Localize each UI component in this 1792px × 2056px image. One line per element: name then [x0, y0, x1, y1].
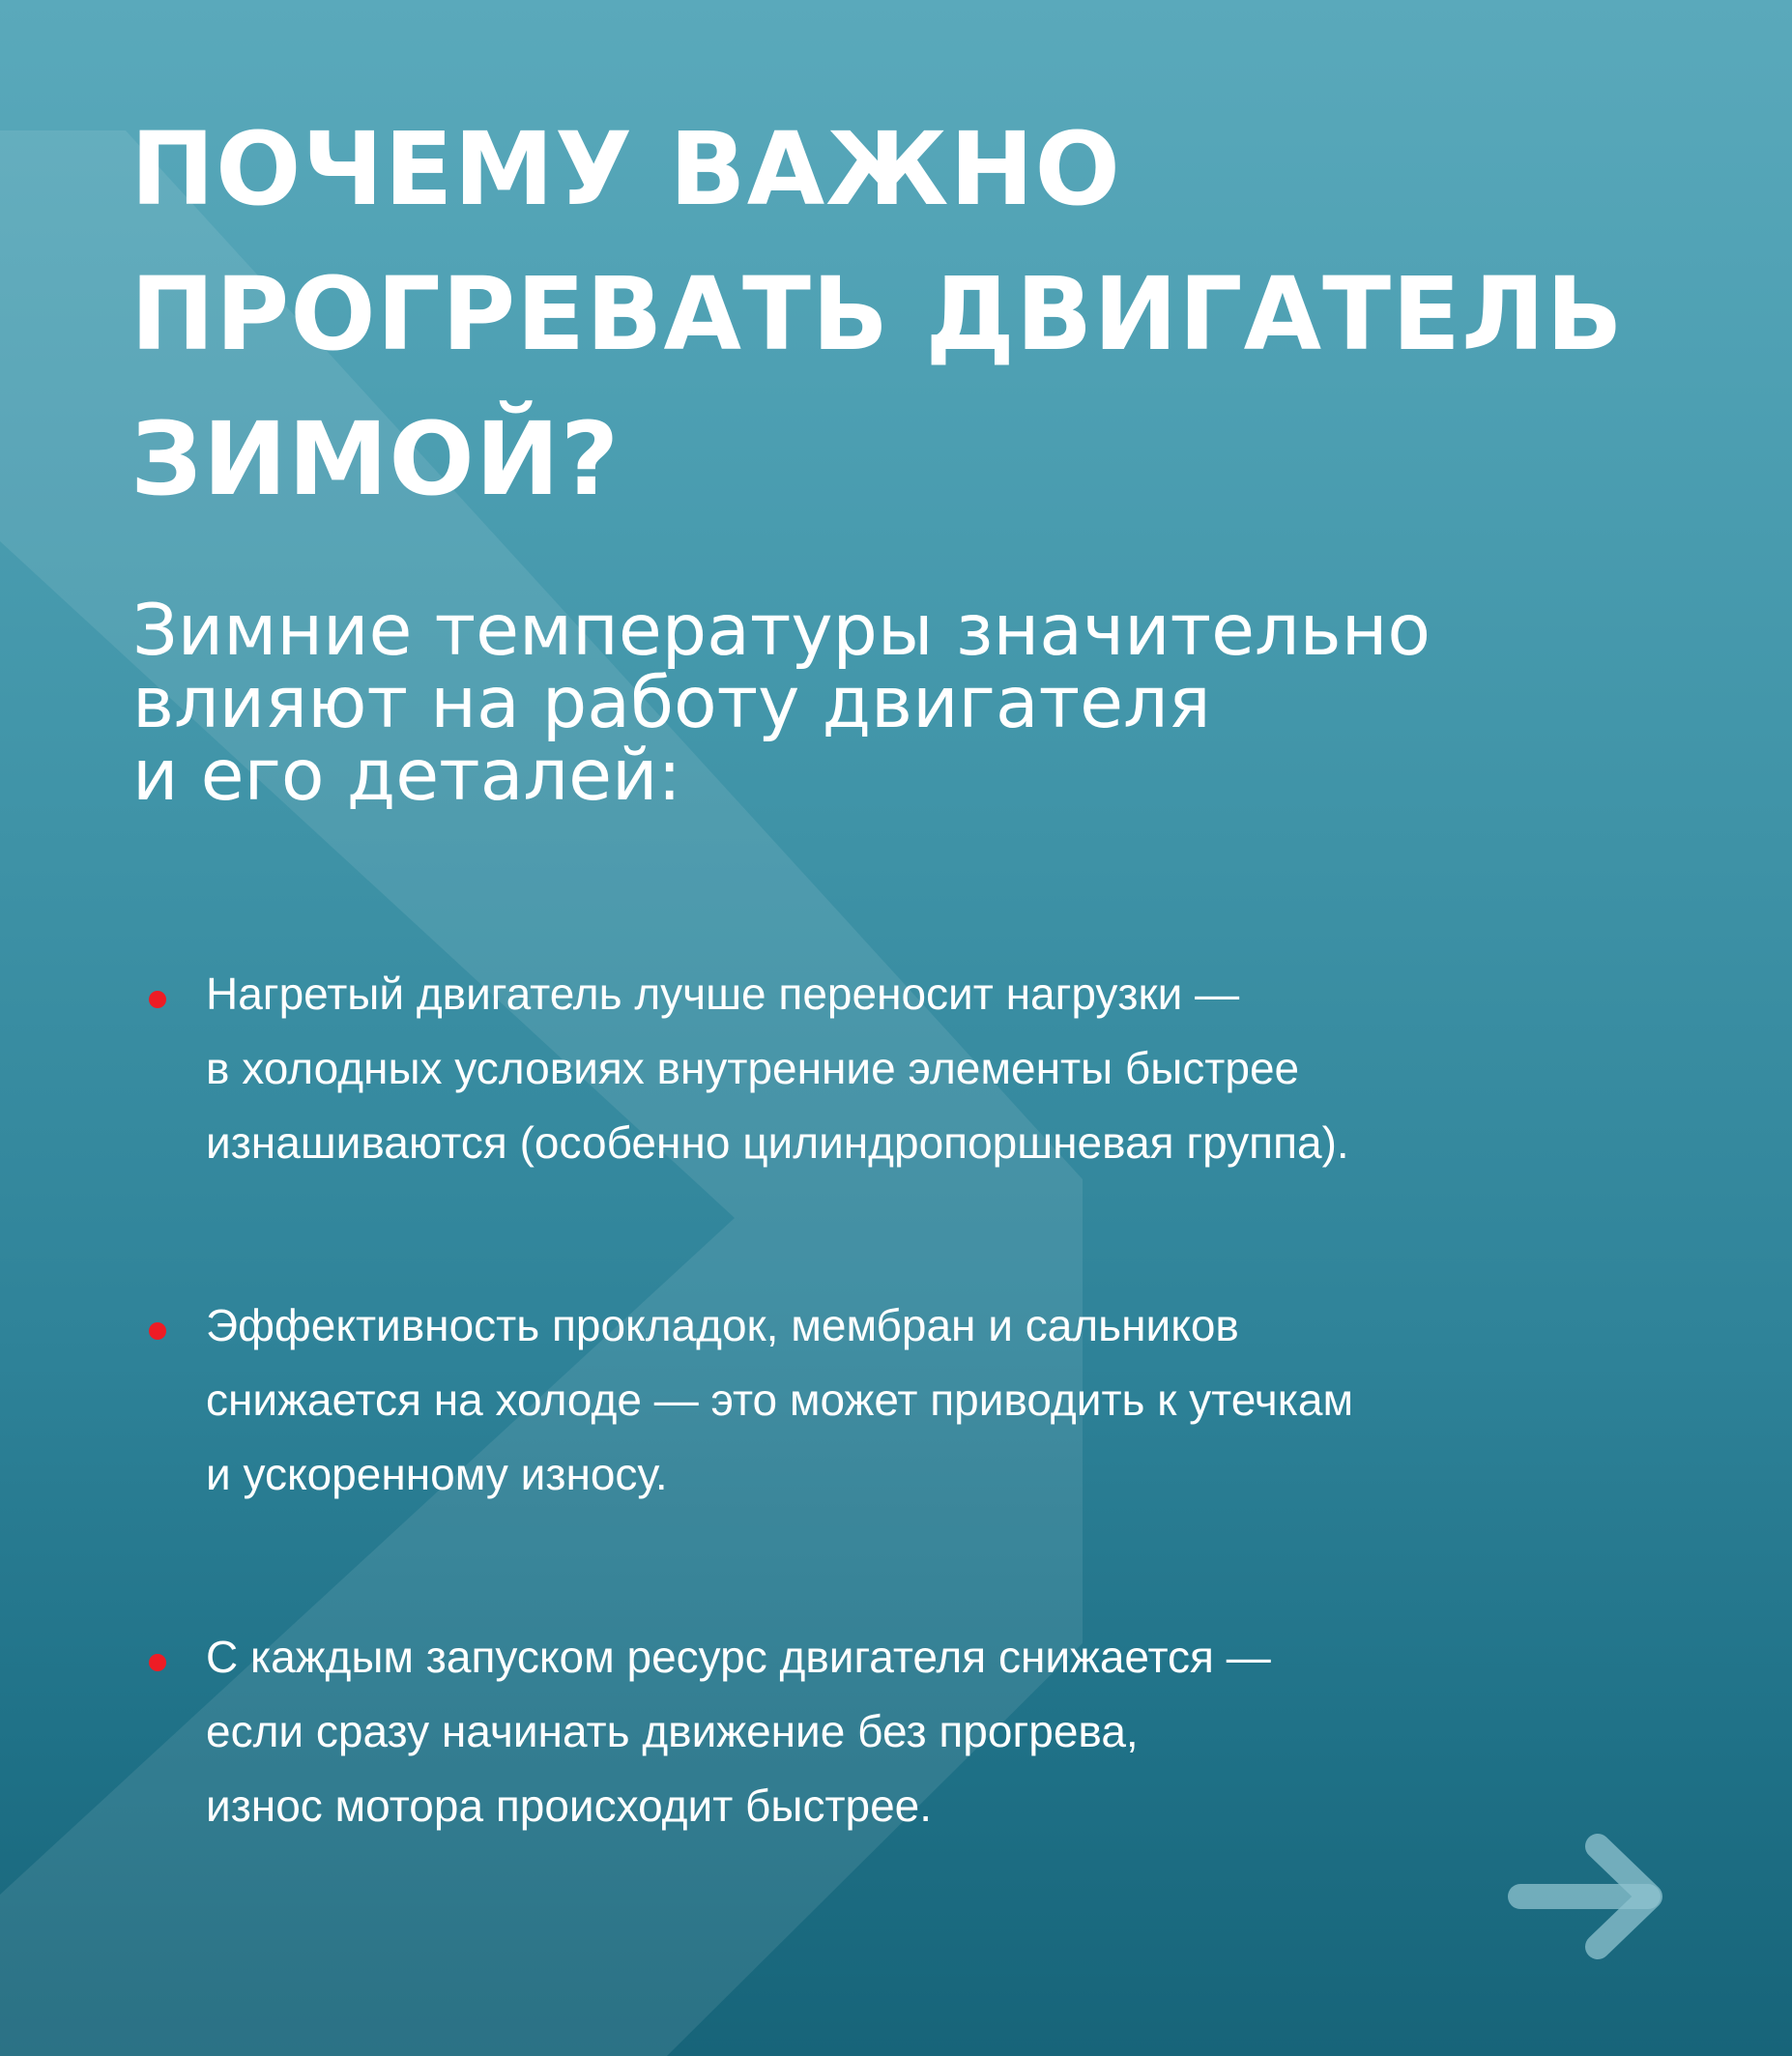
bullet-list [145, 957, 1711, 1952]
bullet-text [206, 1620, 1711, 1843]
title-line: ПОЧЕМУ ВАЖНО [130, 110, 1121, 228]
subtitle-line: Зимние температуры значительно [132, 590, 1431, 672]
red-dot-icon [149, 991, 166, 1008]
bullet-item [145, 957, 1711, 1180]
subtitle-line: влияют на работу двигателя [132, 662, 1211, 744]
bullet-line: снижается на холоде — это может приводить к утечкам [206, 1375, 1354, 1425]
bullet-item [145, 1620, 1711, 1843]
bullet-item [145, 1289, 1711, 1512]
bullet-line: С каждым запуском ресурс двигателя снижается — [206, 1632, 1271, 1682]
title-line: ПРОГРЕВАТЬ ДВИГАТЕЛЬ [130, 255, 1624, 373]
subtitle [132, 590, 1698, 817]
bullet-text [206, 957, 1711, 1180]
bullet-line: Нагретый двигатель лучше переносит нагрузки — [206, 969, 1240, 1019]
bullet-text [206, 1289, 1711, 1512]
page-title [130, 97, 1696, 532]
subtitle-line: и его деталей: [132, 735, 682, 817]
red-dot-icon [149, 1654, 166, 1671]
title-line: ЗИМОЙ? [130, 400, 621, 518]
bullet-line: изнашиваются (особенно цилиндропоршневая группа). [206, 1117, 1349, 1168]
bullet-line: износ мотора происходит быстрее. [206, 1781, 933, 1831]
bullet-line: и ускоренному износу. [206, 1449, 668, 1499]
bullet-line: Эффективность прокладок, мембран и сальников [206, 1300, 1239, 1350]
bullet-line: если сразу начинать движение без прогрева, [206, 1706, 1139, 1756]
arrow-right-icon[interactable] [1503, 1829, 1677, 1964]
bullet-line: в холодных условиях внутренние элементы быстрее [206, 1043, 1300, 1093]
red-dot-icon [149, 1322, 166, 1340]
